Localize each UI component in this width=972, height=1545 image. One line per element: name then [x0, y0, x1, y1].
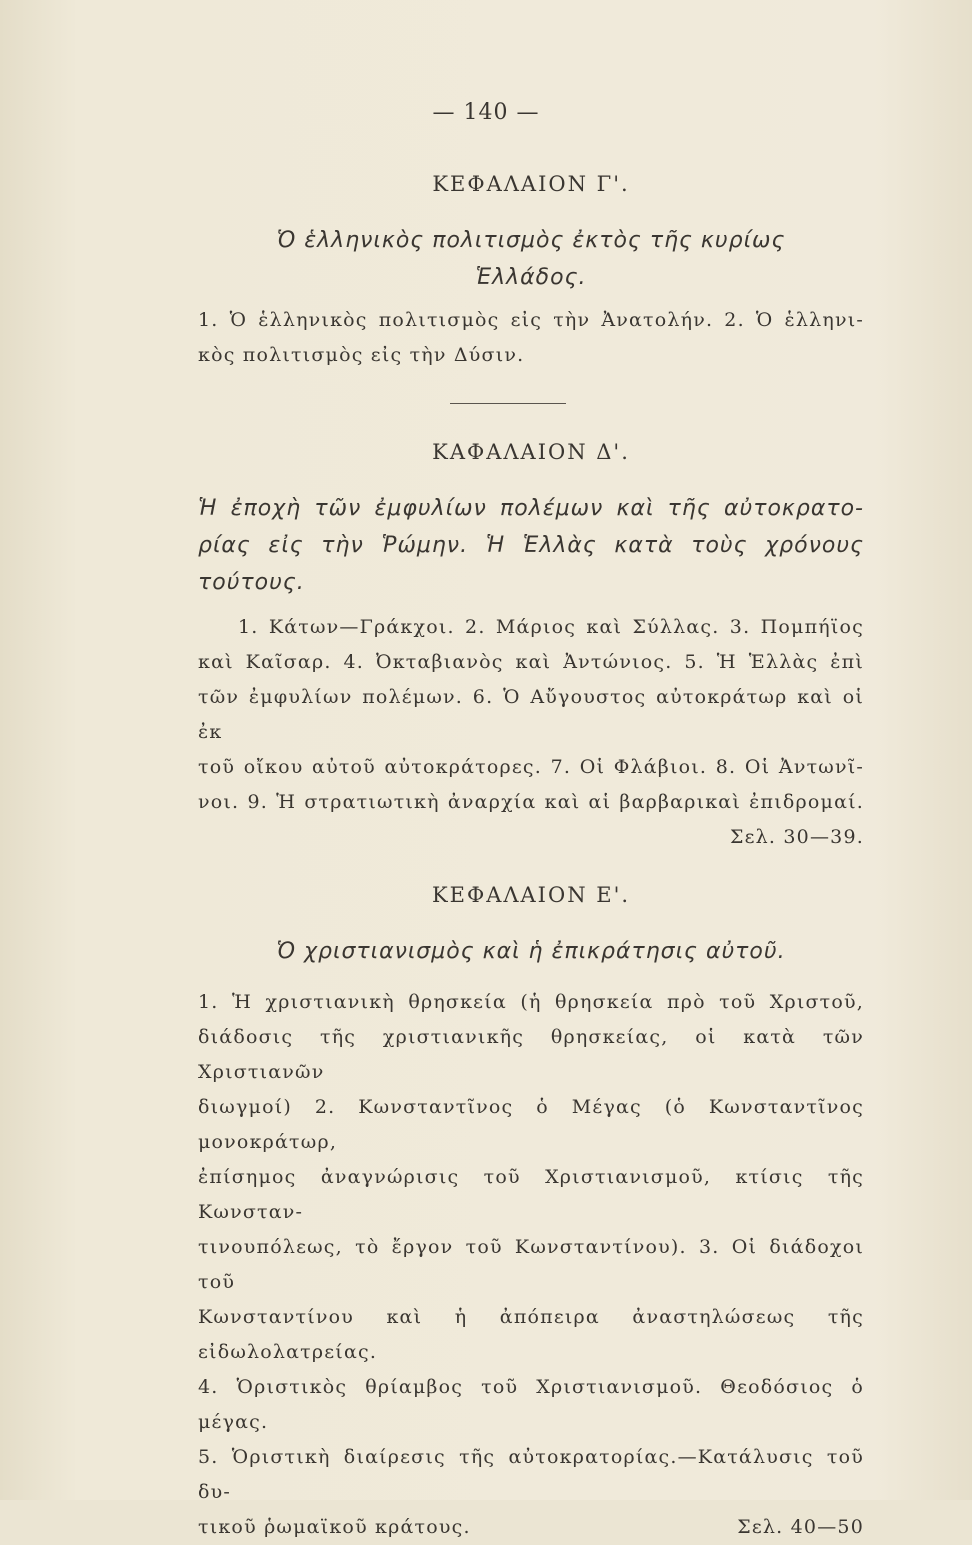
chapter-e-summary-line-1: 1. Ἡ χριστιανικὴ θρησκεία (ἡ θρησκεία πρὸ τοῦ Χριστοῦ,	[198, 991, 864, 1013]
chapter-c-summary	[198, 303, 864, 373]
chapter-d-pages: Σελ. 30—39.	[730, 826, 864, 848]
chapter-c-summary-line-2: κὸς πολιτισμὸς εἰς τὴν Δύσιν.	[198, 344, 525, 366]
chapter-d-summary-line-4: τοῦ οἴκου αὐτοῦ αὐτοκράτορες. 7. Οἱ Φλάβιοι. 8. Οἱ Ἀντωνῖ-	[198, 756, 864, 778]
chapter-d-title	[198, 490, 864, 601]
chapter-c-summary-line-1: 1. Ὁ ἑλληνικὸς πολιτισμὸς εἰς τὴν Ἀνατολήν. 2. Ὁ ἑλληνι-	[198, 309, 864, 331]
chapter-e-summary-line-6: Κωνσταντίνου καὶ ἡ ἀπόπειρα ἀναστηλώσεως τῆς εἰδωλολατρείας.	[198, 1306, 864, 1363]
chapter-d-title-line-2: ρίας εἰς τὴν Ῥώμην. Ἡ Ἑλλὰς κατὰ τοὺς χρόνους	[198, 533, 864, 558]
chapter-e-summary-line-5: τινουπόλεως, τὸ ἔργον τοῦ Κωνσταντίνου). 3. Οἱ διάδοχοι τοῦ	[198, 1236, 864, 1293]
chapter-e-summary-line-3: διωγμοί) 2. Κωνσταντῖνος ὁ Μέγας (ὁ Κωνσταντῖνος μονοκράτωρ,	[198, 1096, 864, 1153]
chapter-d-summary-line-2: καὶ Καῖσαρ. 4. Ὀκταβιανὸς καὶ Ἀντώνιος. 5. Ἡ Ἑλλὰς ἐπὶ	[198, 651, 864, 673]
chapter-e-summary-last-line: τικοῦ ῥωμαϊκοῦ κράτους.	[198, 1516, 471, 1538]
chapter-d-summary-line-5: νοι. 9. Ἡ στρατιωτικὴ ἀναρχία καὶ αἱ βαρβαρικαὶ ἐπιδρομαί.	[198, 791, 864, 813]
chapter-e-summary	[198, 985, 864, 1545]
chapter-d-summary-line-1: 1. Κάτων—Γράκχοι. 2. Μάριος καὶ Σύλλας. 3. Πομπήϊος	[238, 616, 864, 638]
chapter-c-title	[198, 222, 864, 296]
chapter-e-summary-line-4: ἐπίσημος ἀναγνώρισις τοῦ Χριστιανισμοῦ, κτίσις τῆς Κωνσταν-	[198, 1166, 864, 1223]
chapter-d-title-line-1: Ἡ ἐποχὴ τῶν ἐμφυλίων πολέμων καὶ τῆς αὐτοκρατο-	[198, 496, 864, 521]
chapter-e-summary-line-7: 4. Ὁριστικὸς θρίαμβος τοῦ Χριστιανισμοῦ. Θεοδόσιος ὁ μέγας.	[198, 1376, 864, 1433]
chapter-d-summary	[198, 610, 864, 855]
chapter-d-heading: ΚΑΦΑΛΑΙΟΝ Δ'.	[432, 440, 630, 464]
chapter-e-summary-line-2: διάδοσις τῆς χριστιανικῆς θρησκείας, οἱ κατὰ τῶν Χριστιανῶν	[198, 1026, 864, 1083]
chapter-c-title-line-2: Ἑλλάδος.	[475, 265, 587, 290]
chapter-e-final-line	[198, 1510, 864, 1545]
chapter-e-pages: Σελ. 40—50	[737, 1516, 864, 1538]
chapter-e-summary-line-8: 5. Ὁριστικὴ διαίρεσις τῆς αὐτοκρατορίας.—Κατάλυσις τοῦ δυ-	[198, 1446, 864, 1503]
chapter-e-heading: ΚΕΦΑΛΑΙΟΝ Ε'.	[431, 883, 631, 907]
page-number: — 140 —	[432, 100, 540, 125]
chapter-e-title	[198, 933, 864, 970]
chapter-d-title-line-3: τούτους.	[198, 570, 305, 595]
chapter-c-heading: ΚΕΦΑΛΑΙΟΝ Γ'.	[432, 172, 630, 196]
chapter-d-summary-line-3: τῶν ἐμφυλίων πολέμων. 6. Ὁ Αὔγουστος αὐτοκράτωρ καὶ οἱ ἐκ	[198, 686, 864, 743]
chapter-c-title-line-1: Ὁ ἑλληνικὸς πολιτισμὸς ἐκτὸς τῆς κυρίως	[276, 228, 786, 253]
chapter-e-title-line-1: Ὁ χριστιανισμὸς καὶ ἡ ἐπικράτησις αὐτοῦ.	[276, 939, 786, 964]
section-divider	[450, 403, 566, 404]
